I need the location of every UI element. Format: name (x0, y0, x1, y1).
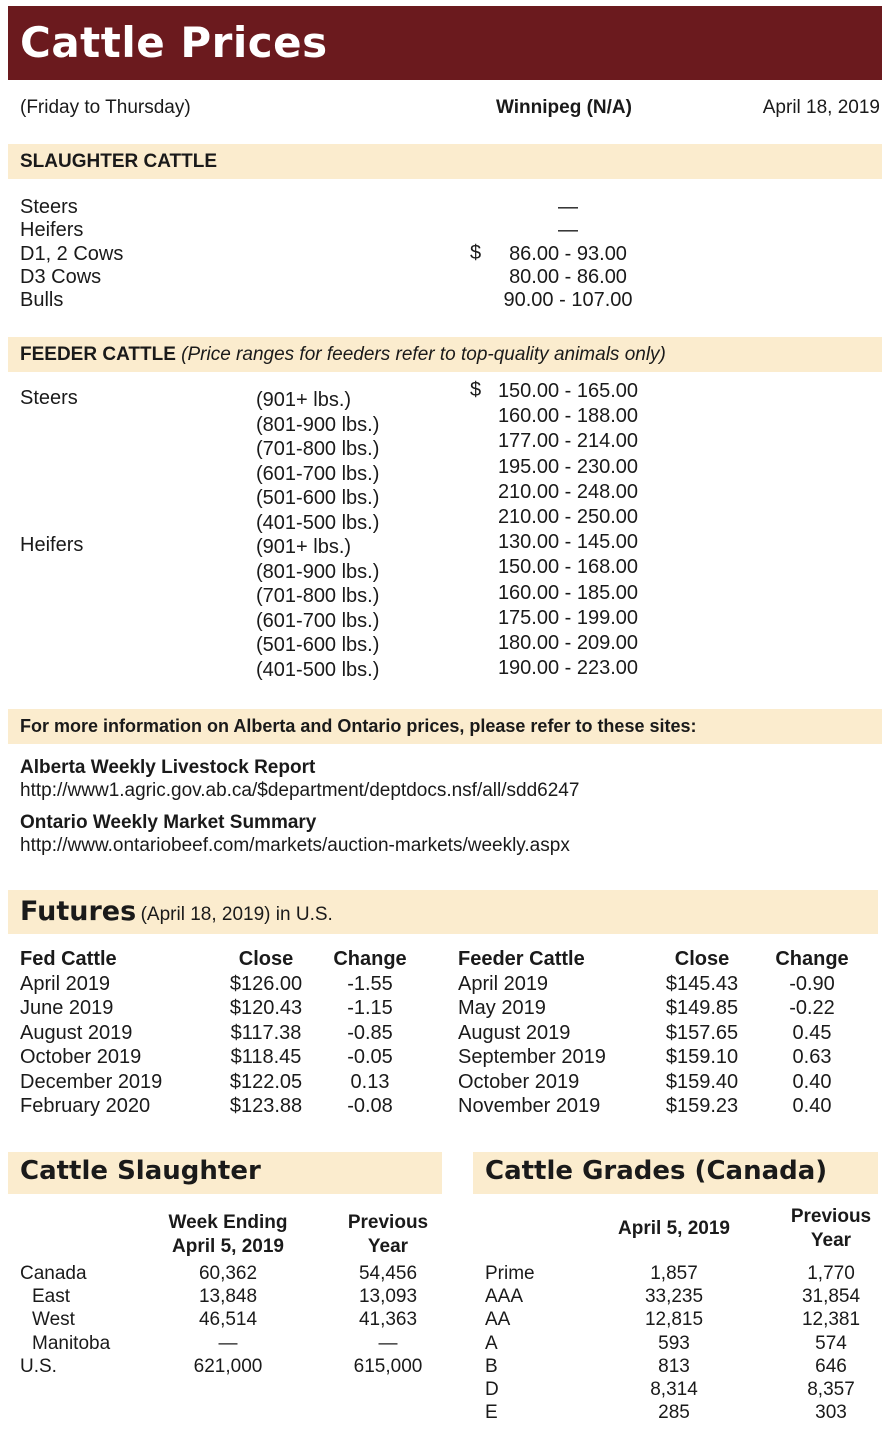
heifer-weight: (701-800 lbs.) (256, 585, 380, 607)
heifer-weight: (401-500 lbs.) (256, 658, 380, 681)
feeder-month: September 2019 (458, 1046, 606, 1069)
feeder-close: $159.40 (665, 1070, 739, 1093)
fed-change: -0.05 (347, 1046, 393, 1069)
feeder-dollar-sign: $ (470, 379, 482, 401)
feeder-heifers-label: Heifers (20, 534, 84, 556)
fed-close-header: Close (238, 948, 294, 970)
feeder-change: 0.40 (792, 1070, 832, 1093)
fed-change: -1.15 (347, 997, 393, 1020)
alberta-report-link[interactable]: http://www1.agric.gov.ab.ca/$department/deptdocs.nsf/all/sdd6247 (20, 780, 580, 801)
feeder-close-header: Close (674, 948, 730, 970)
grades-prev-header-line1: Previous (790, 1206, 872, 1227)
alberta-report-title: Alberta Weekly Livestock Report (20, 757, 316, 778)
grade-label: B (485, 1355, 498, 1377)
slaughter-row-price: 80.00 - 86.00 (509, 265, 627, 288)
feeder-change: -0.22 (789, 997, 835, 1020)
fed-month: October 2019 (20, 1046, 142, 1069)
grade-prev: 646 (815, 1355, 847, 1377)
slaughter-week-header (158, 1211, 298, 1259)
feeder-months (458, 972, 606, 1118)
heifer-price: 180.00 - 209.00 (497, 632, 639, 655)
grades-prev-header-line2: Year (810, 1230, 852, 1251)
more-info-band (8, 709, 882, 744)
slaughter-row-price: — (558, 196, 578, 218)
slaughter-dollar-sign: $ (470, 242, 482, 264)
feeder-cattle-note: (Price ranges for feeders refer to top-quality animals only) (181, 344, 666, 365)
fed-close: $120.43 (229, 997, 303, 1020)
feeder-month: August 2019 (458, 1021, 571, 1044)
cattle-slaughter-band (8, 1152, 442, 1194)
heifer-weight: (601-700 lbs.) (256, 609, 380, 632)
fed-change: 0.13 (350, 1070, 390, 1093)
report-date: April 18, 2019 (762, 97, 880, 118)
futures-heading: Futures (20, 896, 137, 927)
ontario-summary-link[interactable]: http://www.ontariobeef.com/markets/auction-markets/weekly.aspx (20, 835, 570, 856)
slaughter-week-value: 621,000 (193, 1355, 263, 1377)
fed-month: June 2019 (20, 997, 114, 1020)
fed-change-header: Change (333, 948, 407, 970)
heifer-weight: (801-900 lbs.) (256, 560, 380, 583)
feeder-close: $145.43 (665, 973, 739, 995)
fed-change: -1.55 (347, 973, 393, 995)
grade-current-values (604, 1262, 744, 1424)
feeder-changes (766, 972, 858, 1118)
fed-months (20, 972, 162, 1118)
slaughter-week-header-line2: April 5, 2019 (172, 1236, 284, 1257)
feeder-month: November 2019 (458, 1095, 601, 1118)
slaughter-row-label: D3 Cows (20, 265, 102, 288)
slaughter-prev-value: 615,000 (353, 1355, 423, 1377)
feeder-month: October 2019 (458, 1070, 580, 1093)
slaughter-cattle-band (8, 144, 882, 179)
grade-prev-values (776, 1262, 886, 1424)
slaughter-row-price: 90.00 - 107.00 (503, 289, 633, 312)
fed-closes (216, 972, 316, 1118)
cattle-grades-heading: Cattle Grades (Canada) (485, 1156, 828, 1186)
more-info-heading: For more information on Alberta and Ontario prices, please refer to these sites: (20, 716, 697, 736)
grade-current: 813 (658, 1355, 690, 1377)
steer-weight: (601-700 lbs.) (256, 462, 380, 485)
grade-label: E (485, 1402, 498, 1424)
fed-close: $123.88 (229, 1095, 303, 1118)
slaughter-prev-header-line2: Year (367, 1236, 409, 1257)
ontario-summary-title: Ontario Weekly Market Summary (20, 812, 317, 833)
grade-labels (485, 1262, 535, 1424)
slaughter-prev-value: — (378, 1332, 398, 1354)
slaughter-region: Manitoba (32, 1332, 111, 1354)
feeder-close: $159.23 (665, 1095, 739, 1118)
fed-month: April 2019 (20, 973, 111, 995)
feeder-close: $149.85 (665, 997, 739, 1020)
steer-weight: (701-800 lbs.) (256, 438, 380, 460)
steer-weight: (401-500 lbs.) (256, 511, 380, 534)
heifer-price: 190.00 - 223.00 (497, 657, 639, 680)
slaughter-region: U.S. (20, 1355, 57, 1377)
market-label: Winnipeg (N/A) (496, 97, 632, 118)
slaughter-row-label: Heifers (20, 219, 84, 242)
slaughter-prev-value: 54,456 (358, 1263, 418, 1284)
feeder-change: 0.40 (792, 1095, 832, 1118)
feeder-month: April 2019 (458, 973, 549, 995)
slaughter-week-header-line1: Week Ending (168, 1212, 288, 1233)
grade-prev: 1,770 (807, 1263, 855, 1284)
slaughter-row-price: — (558, 219, 578, 242)
slaughter-region: East (32, 1286, 71, 1308)
fed-change: -0.08 (347, 1095, 393, 1118)
fed-month: December 2019 (20, 1070, 163, 1093)
slaughter-week-value: 60,362 (198, 1263, 258, 1284)
slaughter-region-labels (20, 1262, 110, 1378)
grade-current: 1,857 (650, 1263, 698, 1284)
slaughter-prev-value: 13,093 (358, 1286, 418, 1308)
steer-weight: (801-900 lbs.) (256, 413, 380, 436)
steer-price: 210.00 - 250.00 (497, 506, 639, 529)
heifer-price: 175.00 - 199.00 (497, 606, 639, 629)
slaughter-row-label: D1, 2 Cows (20, 242, 124, 265)
fed-close: $122.05 (229, 1070, 303, 1093)
period-label: (Friday to Thursday) (20, 97, 191, 118)
grade-current: 593 (658, 1332, 690, 1354)
grade-label: AAA (485, 1286, 524, 1308)
feeder-futures-header: Feeder Cattle (458, 948, 585, 970)
title-bar (8, 6, 882, 80)
grade-label: Prime (485, 1263, 535, 1284)
grade-prev: 31,854 (801, 1286, 861, 1308)
slaughter-prices (498, 196, 638, 312)
slaughter-prev-values (332, 1262, 444, 1378)
page-title: Cattle Prices (20, 18, 328, 67)
slaughter-region: West (32, 1309, 75, 1331)
slaughter-row-label: Steers (20, 196, 78, 218)
steer-price: 160.00 - 188.00 (497, 405, 639, 428)
heifer-price: 150.00 - 168.00 (497, 556, 639, 579)
slaughter-prev-value: 41,363 (358, 1309, 418, 1331)
slaughter-labels (20, 196, 123, 312)
grade-current: 33,235 (644, 1286, 704, 1308)
grade-current: 8,314 (650, 1379, 698, 1401)
slaughter-week-values (158, 1262, 298, 1378)
feeder-closes (652, 972, 752, 1118)
fed-close: $126.00 (229, 973, 303, 995)
feeder-cattle-heading (20, 344, 666, 366)
grade-prev: 303 (815, 1402, 847, 1424)
feeder-change: -0.90 (789, 973, 835, 995)
feeder-change: 0.63 (792, 1046, 832, 1069)
feeder-cattle-band (8, 337, 882, 372)
heifer-price: 130.00 - 145.00 (497, 531, 639, 554)
slaughter-week-value: — (218, 1332, 238, 1354)
feeder-weights (256, 388, 379, 682)
grade-label: AA (485, 1309, 511, 1331)
slaughter-cattle-heading: SLAUGHTER CATTLE (20, 151, 218, 172)
feeder-change: 0.45 (792, 1021, 832, 1044)
heifer-price: 160.00 - 185.00 (497, 581, 639, 604)
fed-month: August 2019 (20, 1021, 133, 1044)
steer-weight: (501-600 lbs.) (256, 487, 380, 509)
slaughter-prev-header (332, 1211, 444, 1259)
futures-heading-group (20, 896, 333, 927)
steer-price: 195.00 - 230.00 (497, 455, 639, 478)
futures-subheading: (April 18, 2019) in U.S. (140, 904, 333, 925)
steer-price: 210.00 - 248.00 (497, 480, 639, 503)
feeder-close: $159.10 (665, 1046, 739, 1069)
grades-prev-header (776, 1205, 886, 1253)
cattle-slaughter-heading: Cattle Slaughter (20, 1156, 261, 1186)
slaughter-row-price: 86.00 - 93.00 (509, 242, 627, 265)
steer-price: 150.00 - 165.00 (497, 380, 639, 402)
feeder-cattle-title: FEEDER CATTLE (20, 344, 176, 365)
slaughter-week-value: 13,848 (198, 1286, 258, 1308)
slaughter-prev-header-line1: Previous (347, 1212, 429, 1233)
grade-prev: 8,357 (807, 1379, 855, 1401)
grade-label: A (485, 1332, 498, 1354)
feeder-close: $157.65 (665, 1021, 739, 1044)
cattle-grades-band (473, 1152, 878, 1194)
feeder-prices (496, 379, 640, 681)
grade-current: 285 (658, 1402, 690, 1424)
steer-price: 177.00 - 214.00 (497, 430, 639, 453)
grades-current-header: April 5, 2019 (618, 1218, 730, 1239)
feeder-month: May 2019 (458, 997, 546, 1020)
feeder-steers-label: Steers (20, 387, 78, 409)
steer-weight: (901+ lbs.) (256, 389, 352, 411)
grade-prev: 574 (815, 1332, 847, 1354)
futures-band (8, 890, 878, 934)
heifer-weight: (901+ lbs.) (256, 536, 352, 558)
fed-changes (324, 972, 416, 1118)
slaughter-week-value: 46,514 (198, 1309, 258, 1331)
grade-current: 12,815 (644, 1309, 704, 1331)
feeder-change-header: Change (775, 948, 849, 970)
heifer-weight: (501-600 lbs.) (256, 634, 380, 656)
grade-prev: 12,381 (801, 1309, 861, 1331)
fed-change: -0.85 (347, 1021, 393, 1044)
fed-cattle-header: Fed Cattle (20, 948, 117, 970)
slaughter-row-label: Bulls (20, 289, 64, 312)
fed-close: $117.38 (230, 1021, 302, 1044)
grade-label: D (485, 1379, 499, 1401)
slaughter-region: Canada (20, 1263, 87, 1284)
fed-month: February 2020 (20, 1095, 151, 1118)
fed-close: $118.45 (230, 1046, 302, 1069)
